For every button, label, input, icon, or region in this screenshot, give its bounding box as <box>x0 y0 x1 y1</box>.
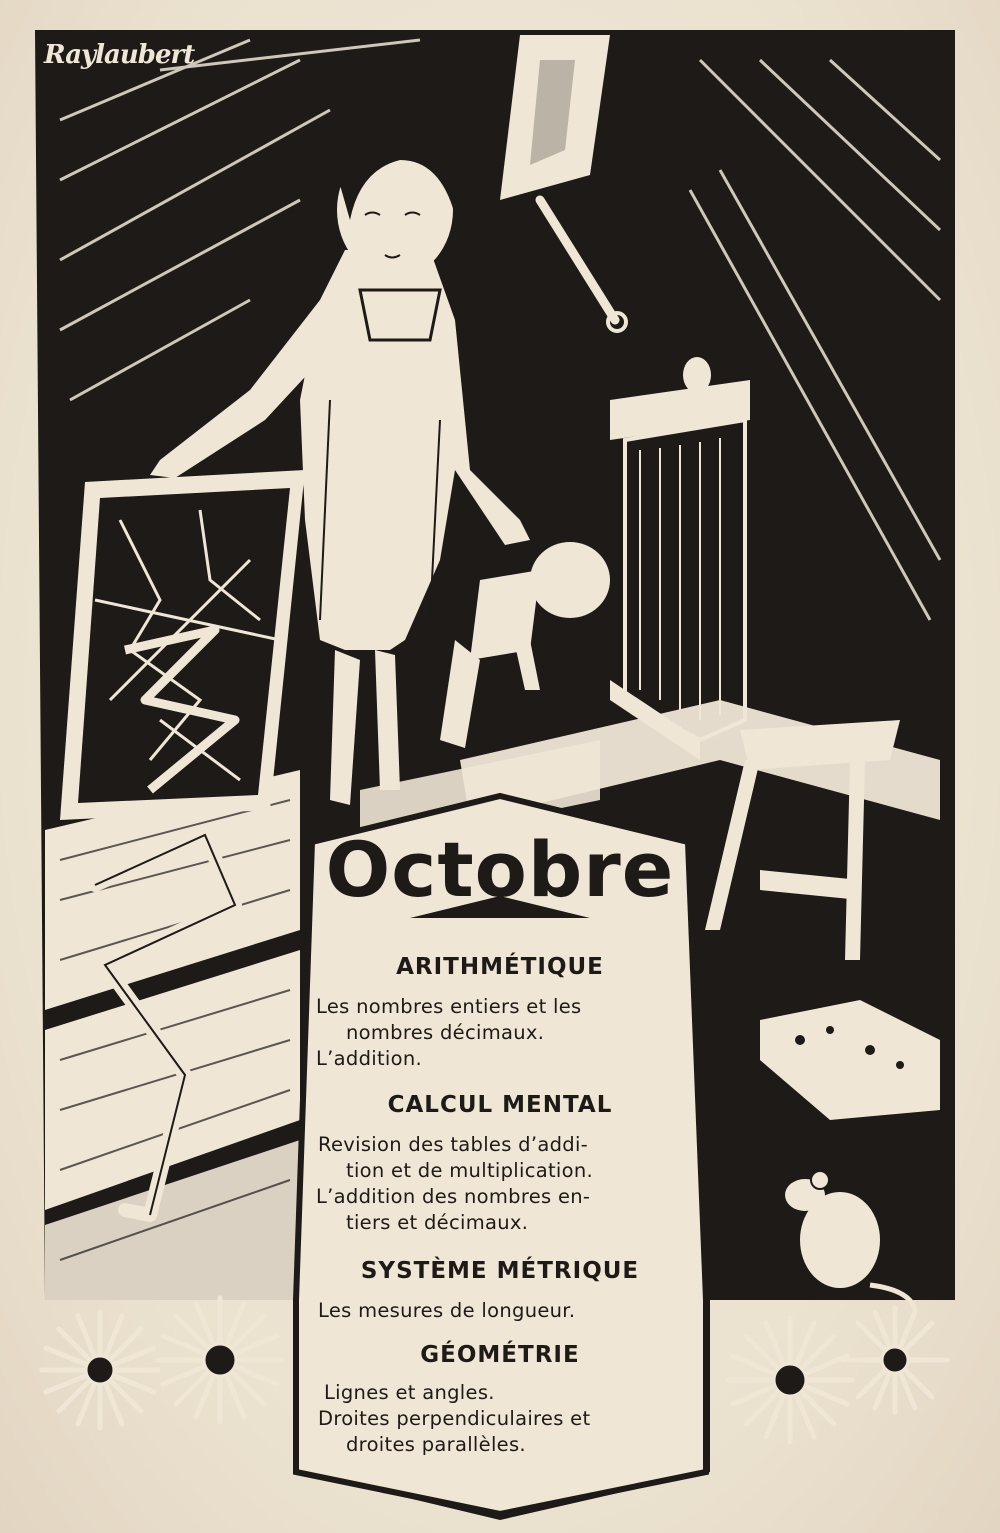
artist-signature: Raylaubert <box>44 40 195 70</box>
section-line: Lignes et angles. <box>324 1381 495 1404</box>
section-line: droites parallèles. <box>346 1433 526 1456</box>
daisies-left <box>42 1298 282 1428</box>
daisies-right <box>728 1308 947 1442</box>
section-line: tiers et décimaux. <box>346 1211 529 1234</box>
section-line: Les mesures de longueur. <box>318 1299 576 1322</box>
page-title: Octobre <box>325 825 675 914</box>
section-line: tion et de multiplication. <box>346 1159 594 1182</box>
section-line: L’addition des nombres en- <box>316 1185 591 1208</box>
section-heading-arithmetique: ARITHMÉTIQUE <box>396 954 604 980</box>
section-heading-systeme-metrique: SYSTÈME MÉTRIQUE <box>360 1258 640 1284</box>
section-line: Les nombres entiers et les <box>316 995 582 1018</box>
section-heading-calcul-mental: CALCUL MENTAL <box>387 1092 613 1118</box>
section-line: Revision des tables d’addi- <box>318 1133 589 1156</box>
section-line: Droites perpendiculaires et <box>318 1407 591 1430</box>
section-line: nombres décimaux. <box>346 1021 545 1044</box>
section-heading-geometrie: GÉOMÉTRIE <box>420 1342 580 1368</box>
section-line: L’addition. <box>316 1047 423 1070</box>
